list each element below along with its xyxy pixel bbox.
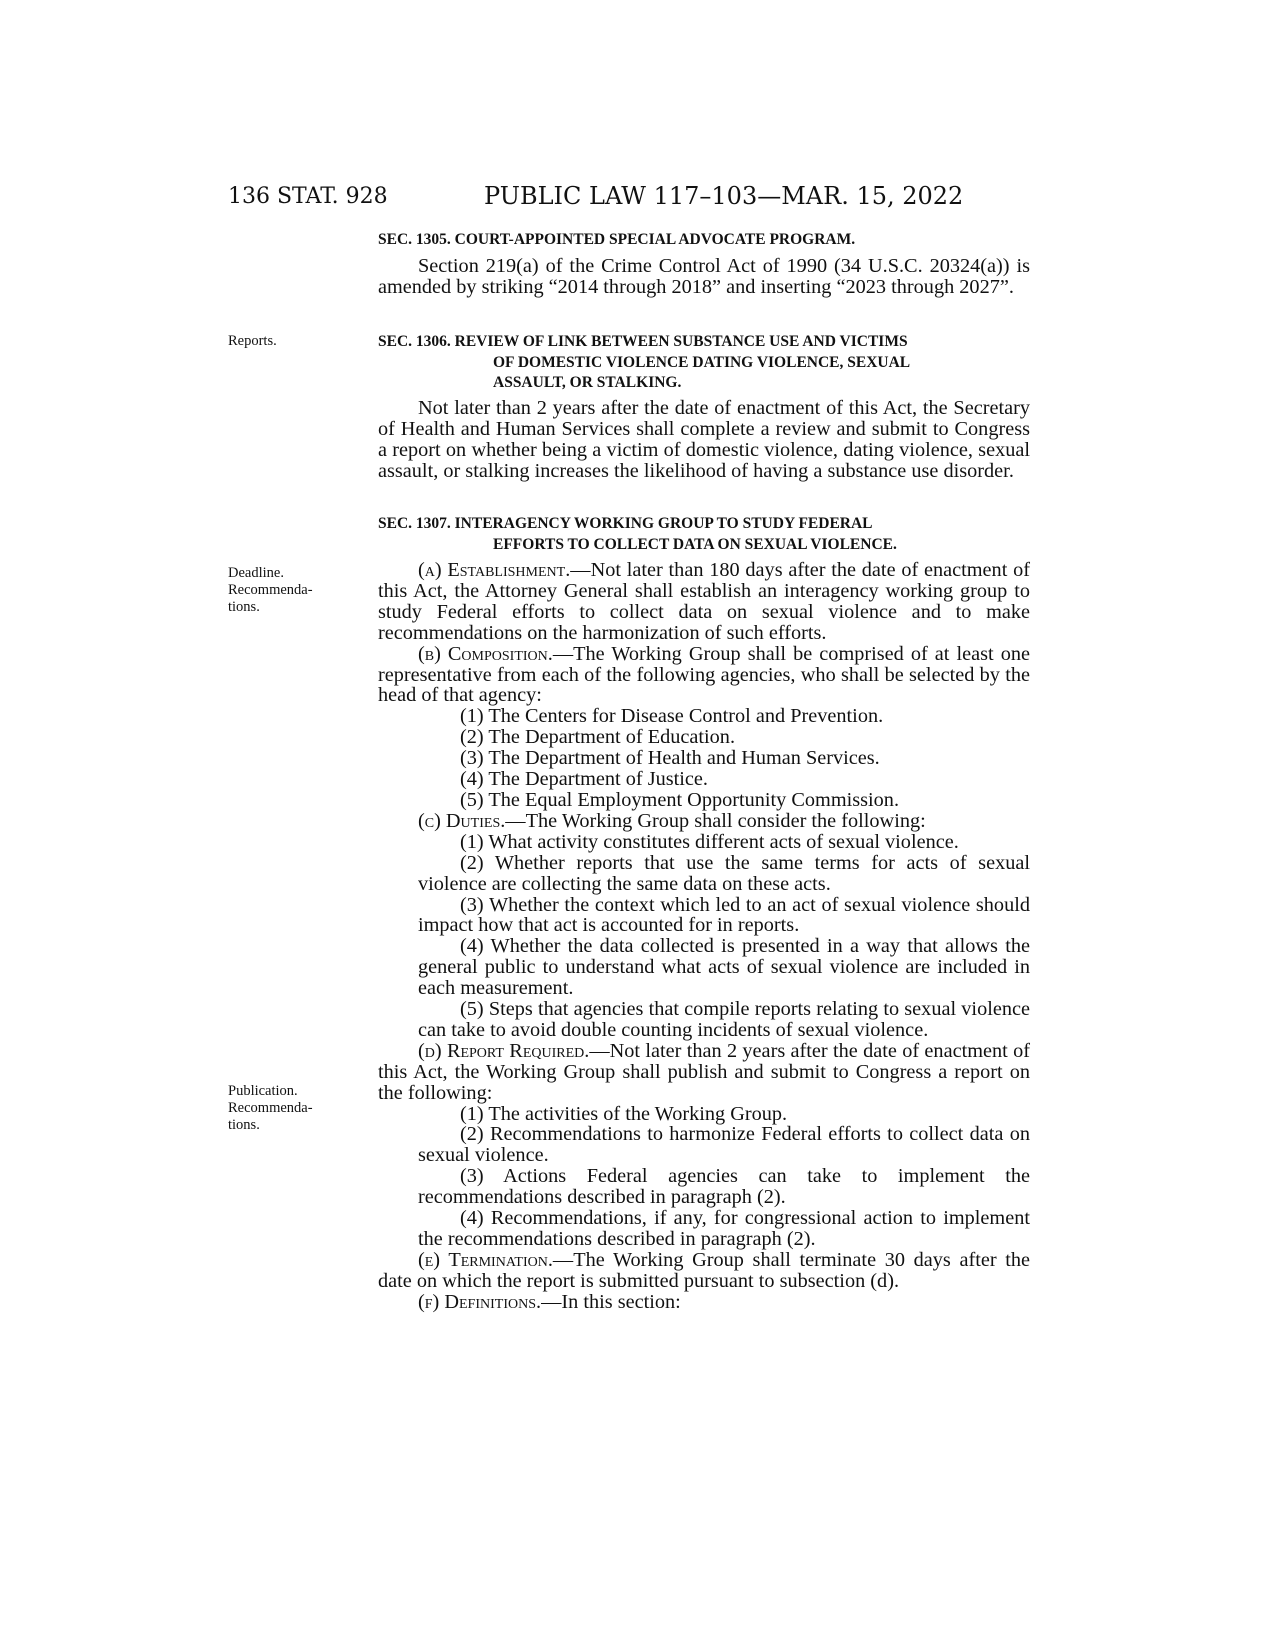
list-item: (5) The Equal Employment Opportunity Commission. bbox=[460, 788, 900, 811]
list-item: (4) Whether the data collected is presented in a way that allows the general public to understand what acts of sexual violence are included in each measurement. bbox=[418, 935, 1030, 1000]
list-item: (1) The Centers for Disease Control and Prevention. bbox=[460, 705, 884, 728]
list-item: (1) The activities of the Working Group. bbox=[460, 1102, 788, 1125]
subsection-d-label: (d) Report Required. bbox=[418, 1039, 590, 1062]
sec-1306-text: Not later than 2 years after the date of enactment of this Act, the Secretary of Health and Human Services shall complete a review and submit to Congress a report on whether being a victim of domestic violence, dating violence, sexual assault, or stalking increases the likelihood of having a substance use disorder. bbox=[378, 397, 1030, 482]
subsection-f-label: (f) Definitions. bbox=[418, 1290, 542, 1313]
subsection-d-text: —Not later than 2 years after the date of enactment of this Act, the Working Group shall publish and submit to Congress a report on the following: bbox=[378, 1039, 1030, 1104]
margin-note-recommendations-3: Recommenda- bbox=[228, 1100, 313, 1116]
sec-1306-heading bbox=[378, 332, 1028, 394]
page-header-title: PUBLIC LAW 117–103—MAR. 15, 2022 bbox=[484, 182, 964, 210]
subsection-f bbox=[378, 1292, 1030, 1313]
subsection-c-label: (c) Duties. bbox=[418, 809, 506, 832]
list-item: (5) Steps that agencies that compile reports relating to sexual violence can take to avoid double counting incidents of sexual violence. bbox=[418, 998, 1030, 1041]
margin-note-deadline: Deadline. bbox=[228, 565, 284, 581]
margin-note-recommendations-1: Recommenda- bbox=[228, 582, 313, 598]
stat-page-number: 136 STAT. 928 bbox=[228, 184, 388, 209]
list-item: (3) The Department of Health and Human Services. bbox=[460, 747, 880, 770]
sec-1306-heading-line2: OF DOMESTIC VIOLENCE DATING VIOLENCE, SEXUAL bbox=[493, 353, 911, 371]
list-item: (1) What activity constitutes different acts of sexual violence. bbox=[460, 830, 959, 853]
sec-1305-heading: SEC. 1305. COURT-APPOINTED SPECIAL ADVOCATE PROGRAM. bbox=[378, 231, 856, 248]
subsection-e-label: (e) Termination. bbox=[418, 1248, 553, 1271]
subsection-c bbox=[378, 811, 1030, 832]
subsection-b-text: —The Working Group shall be comprised of at least one representative from each of the following agencies, who shall be selected by the head of that agency: bbox=[378, 642, 1030, 707]
subsection-c-text: —The Working Group shall consider the following: bbox=[505, 809, 926, 832]
margin-note-publication-recommendations bbox=[228, 1083, 348, 1134]
list-item: (3) Actions Federal agencies can take to implement the recommendations described in paragraph (2). bbox=[418, 1165, 1030, 1209]
margin-note-reports: Reports. bbox=[228, 333, 277, 349]
sec-1306-heading-line3: ASSAULT, OR STALKING. bbox=[493, 374, 682, 391]
margin-note-publication: Publication. bbox=[228, 1083, 298, 1099]
margin-note-recommendations-2: tions. bbox=[228, 599, 260, 615]
list-item: (2) Recommendations to harmonize Federal efforts to collect data on sexual violence. bbox=[418, 1123, 1030, 1167]
margin-note-recommendations-4: tions. bbox=[228, 1117, 260, 1133]
sec-1306-body bbox=[378, 398, 1030, 482]
subsection-b-label: (b) Composition. bbox=[418, 642, 553, 665]
list-item: (4) The Department of Justice. bbox=[460, 768, 708, 791]
subsection-b bbox=[378, 644, 1030, 707]
sec-1307-body bbox=[378, 560, 1030, 1313]
sec-1307-heading-line2: EFFORTS TO COLLECT DATA ON SEXUAL VIOLENCE. bbox=[493, 535, 897, 553]
subsection-d bbox=[378, 1041, 1030, 1104]
sec-1307-heading bbox=[378, 514, 1028, 555]
subsection-a-label: (a) Establishment. bbox=[418, 559, 571, 581]
sec-1305-body bbox=[378, 256, 1030, 298]
subsection-a bbox=[378, 560, 1030, 644]
list-item: (3) Whether the context which led to an act of sexual violence should impact how that act is accounted for in reports. bbox=[418, 893, 1030, 937]
subsection-f-text: —In this section: bbox=[541, 1290, 681, 1313]
subsection-e-text: —The Working Group shall terminate 30 days after the date on which the report is submitted pursuant to subsection (d). bbox=[378, 1248, 1030, 1292]
list-item: (2) Whether reports that use the same terms for acts of sexual violence are collecting the same data on these acts. bbox=[418, 851, 1030, 895]
list-item: (2) The Department of Education. bbox=[460, 726, 736, 749]
subsection-a-text: —Not later than 180 days after the date of enactment of this Act, the Attorney General shall establish an interagency working group to study Federal efforts to collect data on sexual violence and to make recommendations on the harmonization of such efforts. bbox=[378, 559, 1030, 644]
sec-1305-text: Section 219(a) of the Crime Control Act of 1990 (34 U.S.C. 20324(a)) is amended by striking “2014 through 2018” and inserting “2023 through 2027”. bbox=[378, 255, 1030, 298]
subsection-e bbox=[378, 1250, 1030, 1292]
sec-1307-heading-line1: SEC. 1307. INTERAGENCY WORKING GROUP TO STUDY FEDERAL bbox=[378, 515, 873, 532]
sec-1306-heading-line1: SEC. 1306. REVIEW OF LINK BETWEEN SUBSTANCE USE AND VICTIMS bbox=[378, 333, 908, 350]
list-item: (4) Recommendations, if any, for congressional action to implement the recommendations described in paragraph (2). bbox=[418, 1207, 1030, 1250]
margin-note-deadline-recommendations bbox=[228, 565, 348, 616]
